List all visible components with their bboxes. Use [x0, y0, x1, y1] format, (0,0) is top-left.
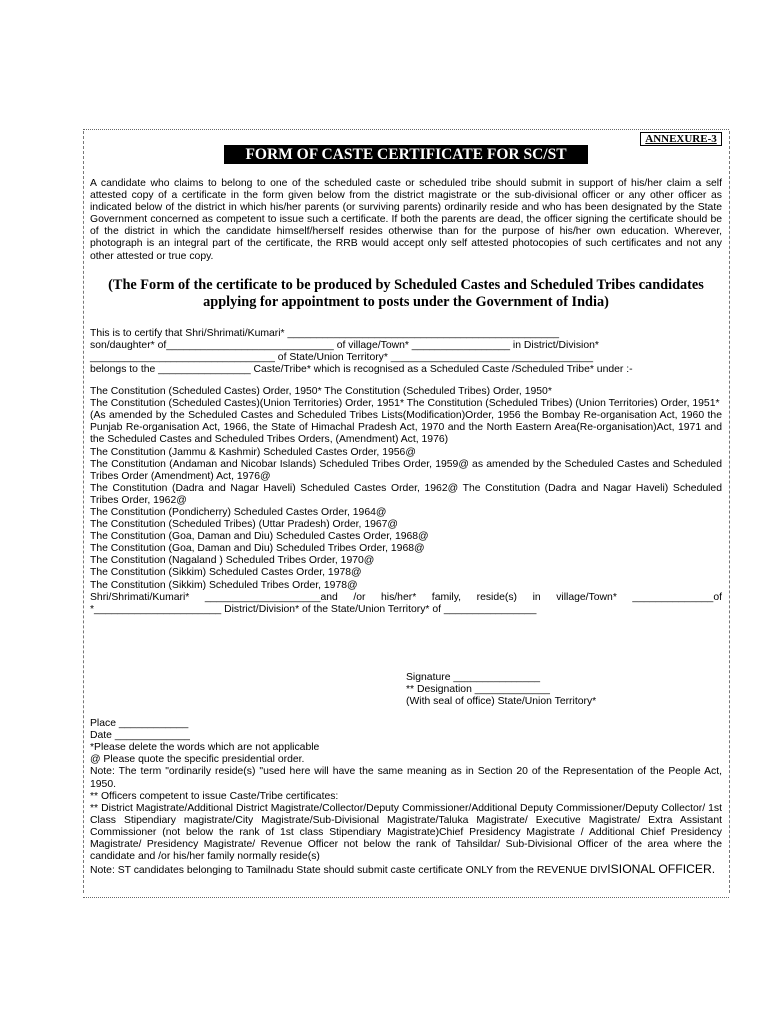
order-item: The Constitution (Scheduled Tribes) (Uttar Pradesh) Order, 1967@ — [90, 519, 398, 531]
signature-line: Signature _______________ — [406, 671, 541, 683]
certify-line: belongs to the ________________ Caste/Tribe* which is recognised as a Scheduled Caste /Scheduled Tribe* under :- — [90, 363, 633, 375]
date-line: Date _____________ — [90, 730, 190, 742]
left-border — [83, 131, 84, 893]
certify-block — [90, 328, 722, 376]
intro-paragraph: A candidate who claims to belong to one of the scheduled caste or scheduled tribe should submit in support of his/her claim a self attested copy of a certificate in the form given below from the district magistrate or the sub-divisional officer or any other officer as indicated below of the district in which his/her parents (or surviving parents) ordinarily reside and who has been designated by the State Government concerned as competent to issue such a certificate. If both the parents are dead, the officer signing the certificate should be of the district in which the candidate himself/herself resides otherwise than for the purpose of his/her own education. Wherever, photograph is an integral part of the certificate, the RRB would accept only self attested photocopies of such certificates and not any other attested or true copy. — [90, 178, 722, 262]
order-item: The Constitution (Sikkim) Scheduled Castes Order, 1978@ — [90, 567, 362, 579]
order-item: The Constitution (Dadra and Nagar Haveli) Scheduled Castes Order, 1962@ The Constitution (Dadra and Nagar Haveli) Scheduled Tribes Order, 1962@ — [90, 482, 722, 506]
note-item: Note: The term "ordinarily reside(s) "used here will have the same meaning as in Section 20 of the Representation of the People Act, 1950. — [90, 766, 722, 790]
order-item: The Constitution (Goa, Daman and Diu) Scheduled Castes Order, 1968@ — [90, 531, 429, 543]
annexure-label: ANNEXURE-3 — [640, 132, 722, 146]
order-item: The Constitution (Jammu & Kashmir) Scheduled Castes Order, 1956@ — [90, 446, 416, 458]
order-item: The Constitution (Goa, Daman and Diu) Scheduled Tribes Order, 1968@ — [90, 543, 425, 555]
order-item: The Constitution (Nagaland ) Scheduled Tribes Order, 1970@ — [90, 555, 375, 567]
note-item: ** Officers competent to issue Caste/Tribe certificates: — [90, 790, 339, 802]
note-item: ** District Magistrate/Additional District Magistrate/Collector/Deputy Commissioner/Additional Deputy Commissioner/Deputy Collector/ 1st Class Stipendiary magistrate/City Magistrate/Sub-Divisional Magistrate/Taluka Magistrate/ Executive Magistrate/ Extra Assistant Commissioner (not below the rank of 1st class Stipendiary Magistrate)Chief Presidency Magistrate / Additional Chief Presidency Magistrate/ Presidency Magistrate/ Revenue Officer not below the rank of Tahsildar/ Sub-Divisional Officer of the area where the candidate and /or his/her family normally reside(s) — [90, 802, 722, 863]
note-text: Note: ST candidates belonging to Tamilnadu State should submit caste certificate ONLY from the REVENUE DIV — [90, 865, 608, 877]
certify-line: son/daughter* of_____________________________ of village/Town* _________________ in District/Division* — [90, 339, 599, 351]
st-tamilnadu-note — [90, 863, 722, 877]
order-item: The Constitution (Andaman and Nicobar Islands) Scheduled Tribes Order, 1959@ as amended by the Scheduled Castes and Scheduled Tribes Order (Amendment) Act, 1976@ — [90, 458, 722, 482]
order-item: (As amended by the Scheduled Castes and Scheduled Tribes Lists(Modification)Order, 1956 the Bombay Re-organisation Act, 1960 the Punjab Re-organisation Act, 1966, the State of Himachal Pradesh Act, 1970 and the North Eastern Area(Re-organisation)Act, 1971 and the Scheduled Castes and Scheduled Tribes Orders, (Amendment) Act, 1976) — [90, 410, 722, 446]
order-item: The Constitution (Scheduled Castes)(Union Territories) Order, 1951* The Constitution (Scheduled Tribes) (Union Territories) Order, 1951* — [90, 398, 720, 410]
note-item: @ Please quote the specific presidential order. — [90, 754, 305, 766]
note-text-large: ISIONAL OFFICER. — [607, 862, 716, 877]
order-item: The Constitution (Pondicherry) Scheduled Castes Order, 1964@ — [90, 506, 387, 518]
place-line: Place ____________ — [90, 718, 189, 730]
residence-statement: Shri/Shrimati/Kumari* ____________________and /or his/her* family, reside(s) in village/Town* ______________of *______________________ District/Division* of the State/Union Territory* of ________________ — [90, 591, 722, 615]
certify-line: This is to certify that Shri/Shrimati/Kumari* _______________________________________________ — [90, 327, 560, 339]
form-subheading: (The Form of the certificate to be produced by Scheduled Castes and Scheduled Tribes candidates applying for appointment to posts under the Government of India) — [108, 276, 704, 310]
note-item: *Please delete the words which are not applicable — [90, 742, 320, 754]
order-item: The Constitution (Scheduled Castes) Order, 1950* The Constitution (Scheduled Tribes) Order, 1950* — [90, 386, 552, 398]
seal-line: (With seal of office) State/Union Territory* — [406, 696, 597, 707]
signature-block — [406, 672, 722, 708]
orders-list — [90, 386, 722, 616]
order-item: The Constitution (Sikkim) Scheduled Tribes Order, 1978@ — [90, 579, 358, 591]
right-border — [729, 131, 730, 893]
document-body — [90, 178, 722, 877]
footer-notes — [90, 718, 722, 877]
form-title: FORM OF CASTE CERTIFICATE FOR SC/ST — [224, 145, 588, 164]
certify-line: ________________________________ of State/Union Territory* ___________________________________ — [90, 351, 594, 363]
designation-line: ** Designation _____________ — [406, 683, 550, 695]
